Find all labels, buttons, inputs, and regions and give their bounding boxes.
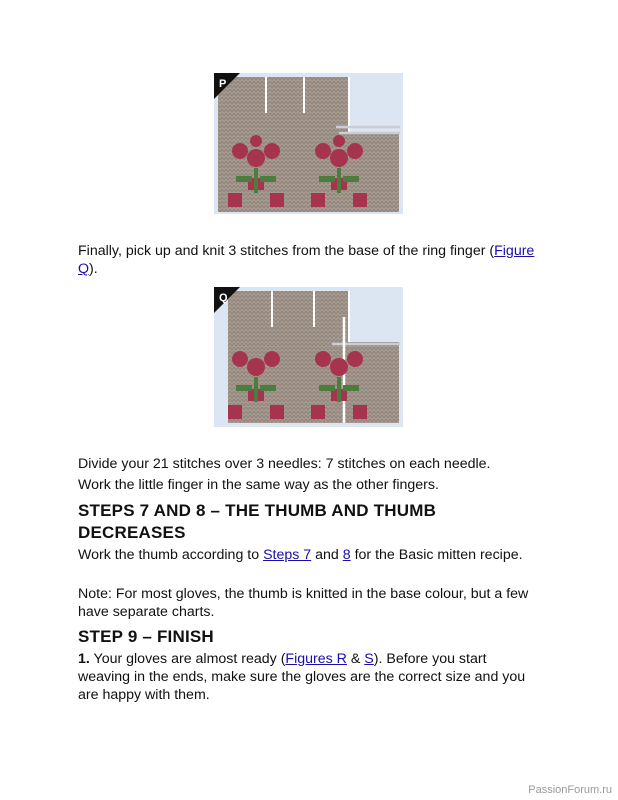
heading-step-9: STEP 9 – FINISH <box>78 627 214 646</box>
figure-label-q: Q <box>219 292 228 304</box>
paragraph-divide-stitches: Divide your 21 stitches over 3 needles: 7 stitches on each needle. <box>78 456 491 472</box>
watermark: PassionForum.ru <box>528 784 612 796</box>
link-figure-s[interactable]: S <box>364 651 374 667</box>
paragraph-finish: 1. Your gloves are almost ready (Figures R & S). Before you start weaving in the ends, make sure the gloves are the correct size and you are happy with them. <box>78 651 526 703</box>
link-figures-r[interactable]: Figures R <box>285 651 347 667</box>
link-step-8[interactable]: 8 <box>342 547 351 563</box>
link-steps-7[interactable]: Steps 7 <box>263 547 312 563</box>
figure-p <box>214 73 403 214</box>
figure-label-p: P <box>219 78 227 90</box>
paragraph-thumb: Work the thumb according to Steps 7 and 8 for the Basic mitten recipe. <box>78 547 523 563</box>
link-figure-q[interactable]: Figure Q <box>78 243 535 277</box>
paragraph-figure-q: Finally, pick up and knit 3 stitches from the base of the ring finger (Figure Q). <box>78 243 535 277</box>
paragraph-note: Note: For most gloves, the thumb is knitted in the base colour, but a few have separate charts. <box>78 586 529 620</box>
figure-q <box>214 287 403 427</box>
heading-steps-7-8: STEPS 7 AND 8 – THE THUMB AND THUMB DECREASES <box>78 501 437 542</box>
paragraph-little-finger: Work the little finger in the same way as the other fingers. <box>78 477 439 493</box>
